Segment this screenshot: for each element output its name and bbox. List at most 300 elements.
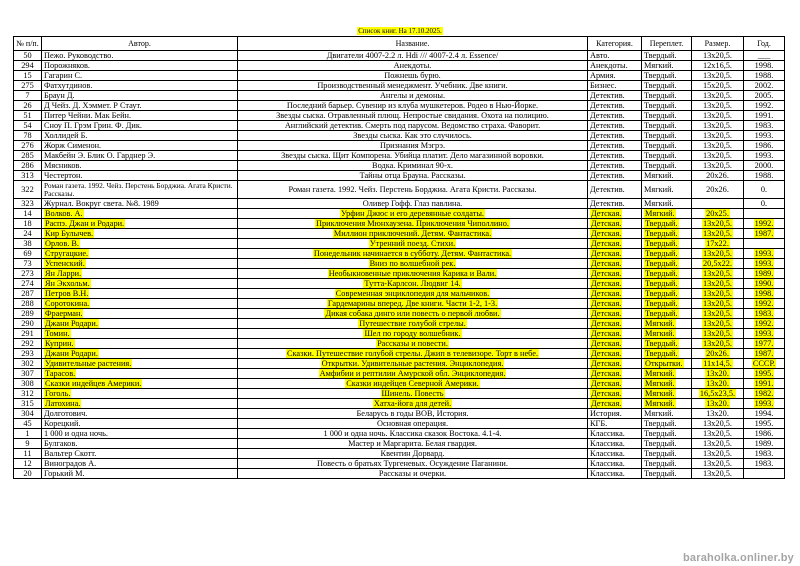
cell-num: [14, 419, 42, 429]
cell-category-text: Классика.: [590, 459, 625, 468]
table-row: [14, 199, 785, 209]
cell-author-text: Гоголь.: [45, 389, 71, 398]
table-header-row: [14, 37, 785, 51]
cell-category-text: Детектив.: [590, 141, 625, 150]
cell-category-text: Детская.: [591, 239, 622, 248]
cell-num-text: 273: [21, 269, 34, 278]
cell-year-text: 0.: [760, 185, 768, 194]
cell-num-text: 312: [21, 389, 34, 398]
cell-author: [42, 449, 238, 459]
cell-category: [588, 101, 642, 111]
cell-binding: [642, 459, 692, 469]
cell-name-text: Водка. Криминал 90-х.: [372, 161, 453, 170]
cell-num: [14, 61, 42, 71]
cell-size-text: 20x26.: [706, 171, 729, 180]
cell-binding: [642, 249, 692, 259]
cell-num: [14, 369, 42, 379]
cell-binding: [642, 339, 692, 349]
cell-name-text: Вниз по волшебной рек.: [369, 259, 456, 268]
cell-binding: [642, 51, 692, 61]
cell-binding: [642, 239, 692, 249]
cell-size-text: 13x20.: [706, 379, 729, 388]
cell-name-text: Приключения Мюнхаузена. Приключения Чиполлино.: [316, 219, 509, 228]
table-row: [14, 239, 785, 249]
cell-binding-text: Мягкий.: [644, 409, 674, 418]
cell-category-text: Детская.: [591, 229, 622, 238]
cell-author: [42, 171, 238, 181]
cell-name-text: Анекдоты.: [393, 61, 432, 70]
cell-author: [42, 101, 238, 111]
cell-year: [744, 459, 785, 469]
cell-size-text: 13x20,5.: [702, 71, 733, 80]
cell-category-text: Детектив.: [590, 131, 625, 140]
cell-name: [238, 199, 588, 209]
cell-size: [692, 161, 744, 171]
cell-author: [42, 349, 238, 359]
cell-year: [744, 199, 785, 209]
cell-year-text: 1993.: [754, 259, 774, 268]
cell-binding-text: Твердый.: [645, 299, 678, 308]
cell-binding: [642, 131, 692, 141]
cell-binding-text: Твердый.: [644, 419, 677, 428]
cell-category-text: Детектив.: [590, 121, 625, 130]
cell-author-text: Сноу П. Грэм Грин. Ф. Дик.: [44, 121, 142, 130]
cell-year-text: 1994.: [754, 409, 774, 418]
cell-size: [692, 199, 744, 209]
cell-name: [238, 299, 588, 309]
cell-size-text: 13x20,5.: [702, 439, 733, 448]
cell-name: [238, 181, 588, 199]
table-row: [14, 61, 785, 71]
cell-size: [692, 439, 744, 449]
cell-name-text: Шел по городу волшебник.: [364, 329, 461, 338]
cell-name-text: Понедельник начинается в субботу. Детям. Фантастика.: [313, 249, 512, 258]
cell-binding-text: Твердый.: [644, 151, 677, 160]
cell-name: [238, 151, 588, 161]
cell-name: [238, 161, 588, 171]
cell-num-text: 276: [21, 141, 34, 150]
cell-year: [744, 309, 785, 319]
cell-binding-text: Твердый.: [644, 131, 677, 140]
cell-binding-text: Твердый.: [645, 249, 678, 258]
cell-name: [238, 399, 588, 409]
cell-author: [42, 419, 238, 429]
cell-name: [238, 349, 588, 359]
cell-size: [692, 259, 744, 269]
cell-name-text: Хатха-йога для детей.: [373, 399, 452, 408]
cell-year-text: 1989.: [754, 269, 774, 278]
cell-year-text: 1991.: [754, 379, 774, 388]
cell-num: [14, 249, 42, 259]
cell-num-text: 69: [23, 249, 32, 258]
cell-binding-text: Твердый.: [644, 121, 677, 130]
cell-author: [42, 289, 238, 299]
cell-num-text: 45: [23, 419, 32, 428]
cell-name-text: Признания Мэгрэ.: [379, 141, 446, 150]
cell-size: [692, 469, 744, 479]
cell-num-text: 292: [21, 339, 34, 348]
cell-year-text: ___: [757, 51, 771, 60]
cell-year: [744, 429, 785, 439]
cell-num: [14, 319, 42, 329]
cell-year: [744, 399, 785, 409]
cell-author-text: Джани Родари.: [45, 349, 98, 358]
cell-year: [744, 369, 785, 379]
cell-name: [238, 369, 588, 379]
cell-size-text: 16,5x23,5.: [699, 389, 736, 398]
cell-name: [238, 329, 588, 339]
cell-size: [692, 151, 744, 161]
cell-name: [238, 111, 588, 121]
cell-num-text: 293: [21, 349, 34, 358]
cell-year-text: 1983.: [754, 459, 774, 468]
cell-year: [744, 379, 785, 389]
watermark: baraholka.onliner.by: [683, 552, 794, 564]
cell-author: [42, 151, 238, 161]
cell-num-text: 51: [23, 111, 32, 120]
cell-year: [744, 51, 785, 61]
table-row: [14, 141, 785, 151]
cell-num: [14, 429, 42, 439]
cell-binding: [642, 319, 692, 329]
cell-binding: [642, 359, 692, 369]
cell-binding-text: Твердый.: [644, 81, 677, 90]
cell-author-text: Журнал. Вокруг света. №8. 1989: [44, 199, 159, 208]
cell-category-text: Детская.: [591, 319, 622, 328]
cell-binding: [642, 469, 692, 479]
cell-name: [238, 429, 588, 439]
cell-category: [588, 131, 642, 141]
cell-size: [692, 111, 744, 121]
cell-author-text: Куприн.: [45, 339, 74, 348]
table-row: [14, 409, 785, 419]
cell-year-text: 1983.: [754, 121, 774, 130]
table-row: [14, 299, 785, 309]
cell-author: [42, 279, 238, 289]
books-table: [13, 36, 785, 479]
table-row: [14, 359, 785, 369]
cell-num: [14, 141, 42, 151]
cell-category-text: Армия.: [590, 71, 616, 80]
cell-binding-text: Твердый.: [644, 141, 677, 150]
cell-size: [692, 181, 744, 199]
cell-binding: [642, 71, 692, 81]
cell-category: [588, 91, 642, 101]
cell-num: [14, 239, 42, 249]
cell-num-text: 26: [23, 101, 32, 110]
cell-name: [238, 81, 588, 91]
cell-year: [744, 269, 785, 279]
cell-name: [238, 229, 588, 239]
cell-binding: [642, 299, 692, 309]
cell-binding: [642, 81, 692, 91]
cell-num: [14, 181, 42, 199]
cell-year-text: 1977.: [754, 339, 774, 348]
cell-year: [744, 279, 785, 289]
cell-size-text: 13x20,5.: [702, 469, 733, 478]
cell-author: [42, 399, 238, 409]
cell-category-text: Детектив.: [590, 199, 625, 208]
cell-num: [14, 171, 42, 181]
cell-category: [588, 259, 642, 269]
cell-binding: [642, 399, 692, 409]
cell-category: [588, 319, 642, 329]
cell-author-text: Вальтер Скотт.: [44, 449, 97, 458]
cell-size-text: 20,5x22.: [702, 259, 733, 268]
cell-year-text: 2000.: [754, 161, 774, 170]
cell-author: [42, 379, 238, 389]
table-row: [14, 151, 785, 161]
cell-binding-text: Твердый.: [644, 469, 677, 478]
cell-binding: [642, 409, 692, 419]
cell-author-text: Долготович.: [44, 409, 88, 418]
cell-year: [744, 141, 785, 151]
cell-year: [744, 81, 785, 91]
cell-binding-text: Твердый.: [644, 161, 677, 170]
cell-year: [744, 319, 785, 329]
cell-size: [692, 239, 744, 249]
table-row: [14, 449, 785, 459]
cell-year: [744, 151, 785, 161]
cell-category: [588, 309, 642, 319]
cell-name: [238, 459, 588, 469]
cell-category: [588, 111, 642, 121]
cell-year-text: 1989.: [754, 439, 774, 448]
cell-category-text: Детская.: [591, 369, 622, 378]
cell-name: [238, 289, 588, 299]
table-row: [14, 269, 785, 279]
cell-binding-text: Твердый.: [645, 309, 678, 318]
cell-binding-text: Твердый.: [645, 239, 678, 248]
cell-binding-text: Мягкий.: [645, 329, 675, 338]
cell-size: [692, 269, 744, 279]
cell-size: [692, 429, 744, 439]
cell-size: [692, 171, 744, 181]
cell-category-text: Детская.: [591, 349, 622, 358]
cell-category-text: История.: [590, 409, 622, 418]
cell-author: [42, 359, 238, 369]
cell-size: [692, 389, 744, 399]
cell-size: [692, 51, 744, 61]
cell-name: [238, 419, 588, 429]
cell-binding: [642, 429, 692, 439]
cell-author-text: Браун Д.: [44, 91, 75, 100]
cell-size-text: 20x26.: [706, 349, 729, 358]
cell-name-text: Английский детектив. Смерть под парусом. Ведомство страха. Фаворит.: [284, 121, 541, 130]
cell-author: [42, 389, 238, 399]
cell-binding-text: Мягкий.: [644, 185, 674, 194]
cell-num: [14, 299, 42, 309]
cell-binding-text: Твердый.: [645, 219, 678, 228]
cell-binding-text: Мягкий.: [645, 389, 675, 398]
cell-category: [588, 161, 642, 171]
cell-year: [744, 389, 785, 399]
cell-binding: [642, 419, 692, 429]
cell-name: [238, 51, 588, 61]
cell-size: [692, 219, 744, 229]
cell-name-text: 1 000 и одна ночь. Классика сказок Востока. 4.1-4.: [323, 429, 502, 438]
cell-name-text: Производственный менеджмент. Учебник. Две книги.: [317, 81, 508, 90]
cell-name-text: Рассказы и повести.: [377, 339, 448, 348]
header-author: Автор.: [42, 37, 238, 51]
table-row: [14, 419, 785, 429]
table-row: [14, 219, 785, 229]
cell-binding-text: Твердый.: [644, 439, 677, 448]
cell-name: [238, 389, 588, 399]
cell-size: [692, 339, 744, 349]
cell-year-text: 1993.: [754, 131, 774, 140]
cell-year-text: 1995.: [754, 369, 774, 378]
table-row: [14, 259, 785, 269]
cell-size-text: 13x20,5.: [702, 449, 733, 458]
cell-binding: [642, 349, 692, 359]
cell-name-text: Ангелы и демоны.: [379, 91, 446, 100]
cell-author-text: Кир Булычев.: [45, 229, 94, 238]
cell-size-text: 13x20,5.: [702, 429, 733, 438]
table-row: [14, 111, 785, 121]
table-row: [14, 161, 785, 171]
cell-size-text: 11x14,5.: [703, 359, 732, 368]
cell-binding-text: Открытки.: [645, 359, 683, 368]
cell-num: [14, 279, 42, 289]
cell-binding-text: Твердый.: [644, 101, 677, 110]
cell-binding: [642, 209, 692, 219]
cell-author: [42, 429, 238, 439]
cell-size-text: 13x20,5.: [702, 121, 733, 130]
cell-binding: [642, 259, 692, 269]
cell-num: [14, 91, 42, 101]
cell-name-text: Двигатели 4007-2.2 л. Hdi /// 4007-2.4 л. Essence/: [326, 51, 499, 60]
cell-category-text: Классика.: [590, 439, 625, 448]
cell-num-text: 315: [21, 399, 34, 408]
cell-category: [588, 279, 642, 289]
cell-author: [42, 259, 238, 269]
cell-num-text: 307: [21, 369, 34, 378]
cell-binding: [642, 61, 692, 71]
cell-category: [588, 349, 642, 359]
cell-size-text: 13x20,5.: [702, 161, 733, 170]
cell-num-text: 15: [23, 71, 32, 80]
cell-num-text: 274: [21, 279, 34, 288]
cell-year: [744, 349, 785, 359]
cell-author-text: Булгаков.: [44, 439, 78, 448]
cell-year-text: 1993.: [754, 329, 774, 338]
cell-binding: [642, 121, 692, 131]
cell-num: [14, 219, 42, 229]
cell-binding-text: Твердый.: [644, 459, 677, 468]
cell-author-text: Гагарин С.: [44, 71, 83, 80]
cell-category-text: Детская.: [591, 279, 622, 288]
cell-size: [692, 409, 744, 419]
cell-year-text: 2002.: [754, 81, 774, 90]
cell-name-text: Шинель. Повесть: [381, 389, 444, 398]
cell-num-text: 287: [21, 289, 34, 298]
cell-author-text: Удивительные растения.: [45, 359, 132, 368]
cell-name-text: Роман газета. 1992. Чейз. Перстень Борджиа. Агата Кристи. Рассказы.: [288, 185, 537, 194]
table-row: [14, 429, 785, 439]
table-row: [14, 71, 785, 81]
cell-num: [14, 289, 42, 299]
cell-category: [588, 141, 642, 151]
cell-binding-text: Твердый.: [645, 259, 678, 268]
cell-category: [588, 199, 642, 209]
header-category: Категория.: [588, 37, 642, 51]
cell-category: [588, 219, 642, 229]
cell-size-text: 13x20,5.: [702, 299, 733, 308]
table-row: [14, 309, 785, 319]
cell-author: [42, 229, 238, 239]
cell-num-text: 323: [21, 199, 34, 208]
cell-num: [14, 409, 42, 419]
cell-num-text: 286: [21, 161, 34, 170]
cell-size: [692, 319, 744, 329]
cell-author-text: Орлов. В.: [45, 239, 79, 248]
cell-category-text: Детская.: [591, 259, 622, 268]
cell-binding-text: Мягкий.: [644, 199, 674, 208]
cell-author-text: Порожняков.: [44, 61, 90, 70]
cell-num: [14, 151, 42, 161]
cell-binding: [642, 151, 692, 161]
cell-name: [238, 61, 588, 71]
cell-category-text: Бизнес.: [590, 81, 617, 90]
cell-num-text: 11: [23, 449, 32, 458]
cell-num-text: 308: [21, 379, 34, 388]
cell-author-text: Фатхутдинов.: [44, 81, 93, 90]
cell-name-text: Последний барьер. Сувенир из клуба мушкетеров. Родео в Нью-Йорке.: [286, 101, 539, 110]
cell-year: [744, 329, 785, 339]
cell-category-text: Детская.: [591, 389, 622, 398]
cell-category-text: Классика.: [590, 449, 625, 458]
cell-category: [588, 171, 642, 181]
cell-name: [238, 279, 588, 289]
cell-category-text: Детектив.: [590, 151, 625, 160]
cell-author-text: Сказки индейцев Америки.: [45, 379, 142, 388]
cell-category: [588, 249, 642, 259]
cell-size-text: 13x20,5.: [702, 279, 733, 288]
cell-num: [14, 359, 42, 369]
table-row: [14, 229, 785, 239]
cell-num-text: 14: [23, 209, 32, 218]
cell-category-text: Классика.: [590, 469, 625, 478]
cell-name-text: Повесть о братьях Тургеневых. Осуждение Паганини.: [317, 459, 508, 468]
table-row: [14, 469, 785, 479]
cell-category-text: Детская.: [591, 309, 622, 318]
cell-name-text: Урфин Джюс и его деревянные солдаты.: [341, 209, 484, 218]
cell-category-text: Детская.: [591, 379, 622, 388]
table-row: [14, 339, 785, 349]
cell-num-text: 304: [21, 409, 34, 418]
cell-year: [744, 209, 785, 219]
cell-size-text: 15x20,5.: [702, 81, 733, 90]
cell-binding-text: Твердый.: [645, 349, 678, 358]
cell-author: [42, 469, 238, 479]
table-row: [14, 399, 785, 409]
cell-category: [588, 449, 642, 459]
cell-num-text: 294: [21, 61, 34, 70]
cell-num: [14, 51, 42, 61]
cell-name: [238, 71, 588, 81]
cell-year-text: 1983.: [754, 309, 774, 318]
cell-year-text: 1992.: [754, 101, 774, 110]
cell-category-text: Детская.: [591, 249, 622, 258]
cell-category-text: Детская.: [591, 269, 622, 278]
cell-author: [42, 459, 238, 469]
cell-year: [744, 249, 785, 259]
cell-binding: [642, 219, 692, 229]
cell-num-text: 1: [25, 429, 30, 438]
cell-name-text: Сказки индейцев Северной Америки.: [346, 379, 479, 388]
cell-size: [692, 279, 744, 289]
